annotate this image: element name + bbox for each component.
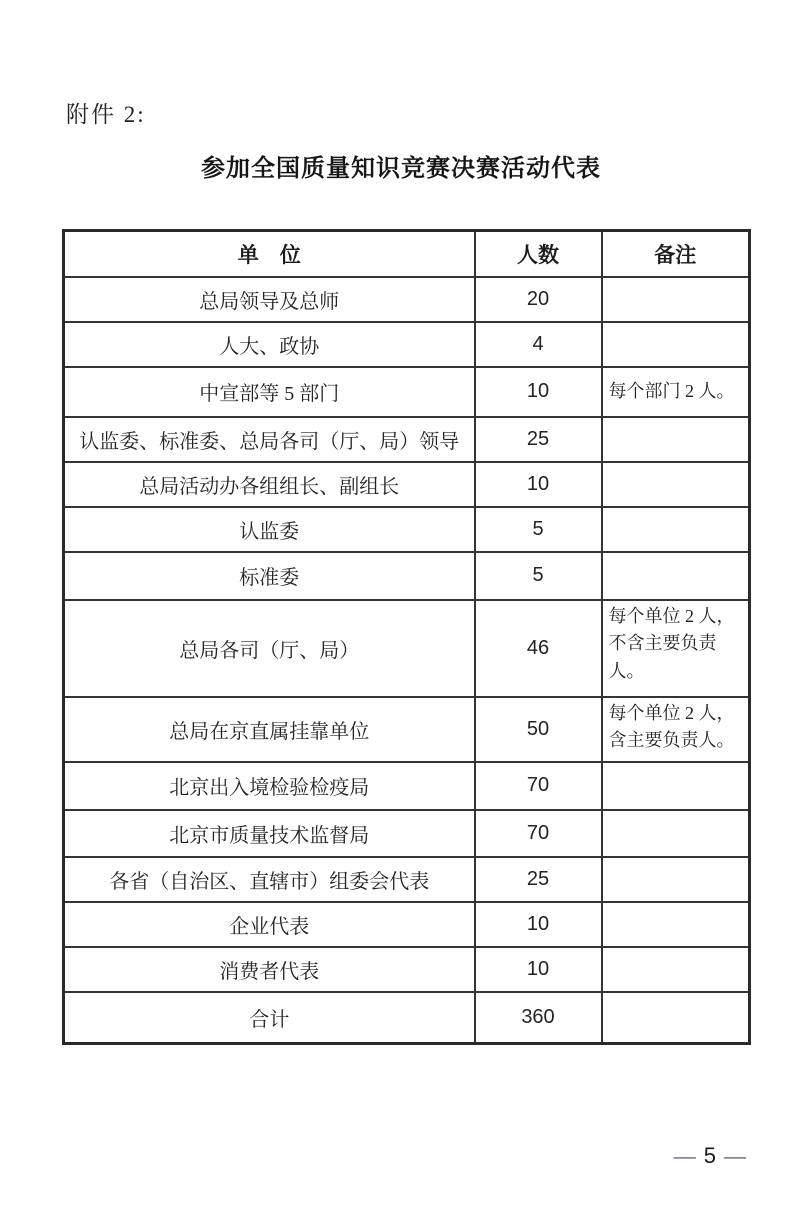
table-row <box>64 507 750 552</box>
unit-cell: 标准委 <box>64 552 475 600</box>
table-row <box>64 552 750 600</box>
count-cell: 50 <box>475 697 602 762</box>
count-cell: 10 <box>475 902 602 947</box>
count-cell: 10 <box>475 947 602 992</box>
footer-dash-left: — <box>673 1143 698 1168</box>
table-row <box>64 902 750 947</box>
table-row <box>64 697 750 762</box>
attachment-label: 附件 2: <box>66 102 146 127</box>
note-cell: 每个单位 2 人，含主要负责人。 <box>602 697 750 762</box>
unit-cell: 北京市质量技术监督局 <box>64 810 475 857</box>
unit-cell: 北京出入境检验检疫局 <box>64 762 475 810</box>
note-cell <box>602 552 750 600</box>
count-cell: 360 <box>475 992 602 1044</box>
count-cell: 25 <box>475 417 602 462</box>
note-cell <box>602 462 750 507</box>
unit-cell: 消费者代表 <box>64 947 475 992</box>
note-cell: 每个单位 2 人，不含主要负责人。 <box>602 600 750 697</box>
note-cell: 每个部门 2 人。 <box>602 367 750 417</box>
unit-cell: 合计 <box>64 992 475 1044</box>
count-cell: 46 <box>475 600 602 697</box>
document-title: 参加全国质量知识竞赛决赛活动代表 <box>201 155 601 182</box>
count-cell: 25 <box>475 857 602 902</box>
table-row <box>64 762 750 810</box>
table-header-row <box>64 231 750 277</box>
representatives-table <box>62 229 751 1045</box>
table-row <box>64 417 750 462</box>
count-cell: 4 <box>475 322 602 367</box>
note-cell <box>602 992 750 1044</box>
footer-dash-right: — <box>724 1143 748 1168</box>
unit-cell: 总局领导及总师 <box>64 277 475 322</box>
note-cell <box>602 857 750 902</box>
unit-cell: 总局在京直属挂靠单位 <box>64 697 475 762</box>
unit-cell: 人大、政协 <box>64 322 475 367</box>
count-cell: 10 <box>475 462 602 507</box>
note-cell <box>602 947 750 992</box>
unit-cell: 各省（自治区、直辖市）组委会代表 <box>64 857 475 902</box>
header-count: 人数 <box>475 231 602 277</box>
note-cell <box>602 762 750 810</box>
note-cell <box>602 417 750 462</box>
unit-cell: 总局各司（厅、局） <box>64 600 475 697</box>
unit-cell: 总局活动办各组组长、副组长 <box>64 462 475 507</box>
note-cell <box>602 810 750 857</box>
count-cell: 70 <box>475 762 602 810</box>
count-cell: 10 <box>475 367 602 417</box>
table-row <box>64 992 750 1044</box>
table-row <box>64 857 750 902</box>
note-cell <box>602 277 750 322</box>
table-row <box>64 462 750 507</box>
header-unit: 单 位 <box>64 231 475 277</box>
table-row <box>64 600 750 697</box>
table-row <box>64 947 750 992</box>
unit-cell: 认监委、标准委、总局各司（厅、局）领导 <box>64 417 475 462</box>
table-row <box>64 810 750 857</box>
count-cell: 5 <box>475 507 602 552</box>
note-cell <box>602 322 750 367</box>
table-row <box>64 277 750 322</box>
header-note: 备注 <box>602 231 750 277</box>
count-cell: 20 <box>475 277 602 322</box>
page-footer <box>674 1143 748 1169</box>
note-cell <box>602 507 750 552</box>
unit-cell: 企业代表 <box>64 902 475 947</box>
footer-page-number: 5 <box>703 1143 718 1168</box>
table-row <box>64 367 750 417</box>
note-cell <box>602 902 750 947</box>
unit-cell: 认监委 <box>64 507 475 552</box>
count-cell: 5 <box>475 552 602 600</box>
unit-cell: 中宣部等 5 部门 <box>64 367 475 417</box>
count-cell: 70 <box>475 810 602 857</box>
table-row <box>64 322 750 367</box>
